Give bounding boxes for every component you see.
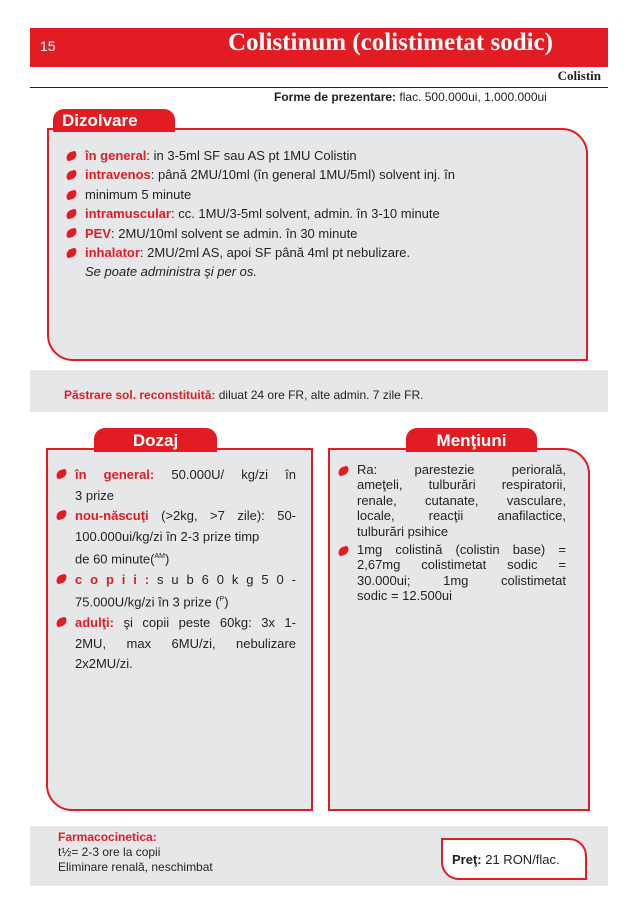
list-item: intravenos : până 2MU/10ml (în general 1MU/5ml) solvent inj. în (66, 165, 566, 184)
list-item: Ra: parestezie periorală, ameţeli, tulburări respiratorii, renale, cutanate, vasculare, locale, reacţii anafilactice, tulburări psihice (338, 462, 566, 539)
list-item: intramuscular : cc. 1MU/3-5ml solvent, admin. în 3-10 minute (66, 204, 566, 223)
pastrare-value: diluat 24 ore FR, alte admin. 7 zile FR. (215, 388, 424, 402)
dizolvare-list (66, 146, 566, 282)
forms-label: Forme de prezentare: (274, 90, 397, 104)
list-item: minimum 5 minute (66, 185, 566, 204)
header-divider (30, 87, 608, 88)
mentiuni-tab: Menţiuni (406, 428, 537, 452)
bullet-icon (65, 170, 78, 181)
list-item: adulţi: şi copii peste 60kg: 3x 1- 2MU, max 6MU/zi, nebulizare 2x2MU/zi. (56, 613, 296, 675)
dizolvare-tab: Dizolvare (53, 109, 175, 132)
list-item: 1mg colistină (colistin base) = 2,67mg colistimetat sodic = 30.000ui; 1mg colistimetat sodic = 12.500ui (338, 542, 566, 604)
page-number: 15 (40, 38, 56, 54)
farmacocinetica-label: Farmacocinetica: (58, 830, 157, 844)
mentiuni-list (338, 462, 566, 604)
bullet-icon (55, 573, 68, 584)
list-item: nou-născuţi (>2kg, >7 zile): 50- 100.000ui/kg/zi în 2-3 prize timp de 60 minute($^{AM}$) (56, 506, 296, 570)
pastrare-text (64, 388, 423, 402)
price-label: Preţ: (452, 852, 482, 867)
bullet-icon (55, 509, 68, 520)
farmacocinetica-line: Eliminare renală, neschimbat (58, 860, 213, 874)
bullet-icon (65, 247, 78, 258)
price-value: 21 RON/flac. (481, 852, 560, 867)
bullet-icon (65, 189, 78, 200)
list-item: în general: 50.000U/ kg/zi în 3 prize (56, 465, 296, 506)
dozaj-tab: Dozaj (94, 428, 217, 452)
list-item: în general : in 3-5ml SF sau AS pt 1MU Colistin (66, 146, 566, 165)
forms-value: flac. 500.000ui, 1.000.000ui (399, 90, 547, 104)
bullet-icon (65, 208, 78, 219)
list-item: inhalator : 2MU/2ml AS, apoi SF până 4ml pt nebulizare. (66, 243, 566, 262)
bullet-icon (337, 465, 350, 476)
bullet-icon (55, 617, 68, 628)
dizolvare-note: Se poate administra şi per os. (85, 264, 257, 280)
list-item: PEV : 2MU/10ml solvent se admin. în 30 minute (66, 224, 566, 243)
farmacocinetica-line: t½= 2-3 ore la copii (58, 845, 161, 859)
bullet-icon (55, 468, 68, 479)
bullet-icon (65, 228, 78, 239)
pastrare-label: Păstrare sol. reconstituită: (64, 388, 216, 402)
page-subtitle: Colistin (557, 68, 601, 83)
price-text (452, 852, 560, 867)
dozaj-list (56, 465, 296, 675)
presentation-forms (274, 90, 547, 104)
list-item: c o p i i : s u b 6 0 k g 5 0 - 75.000U/kg/zi în 3 prize ($^P$) (56, 570, 296, 613)
page-title: Colistinum (colistimetat sodic) (228, 29, 553, 56)
farmacocinetica-text (58, 830, 213, 875)
bullet-icon (65, 150, 78, 161)
bullet-icon (337, 546, 350, 557)
